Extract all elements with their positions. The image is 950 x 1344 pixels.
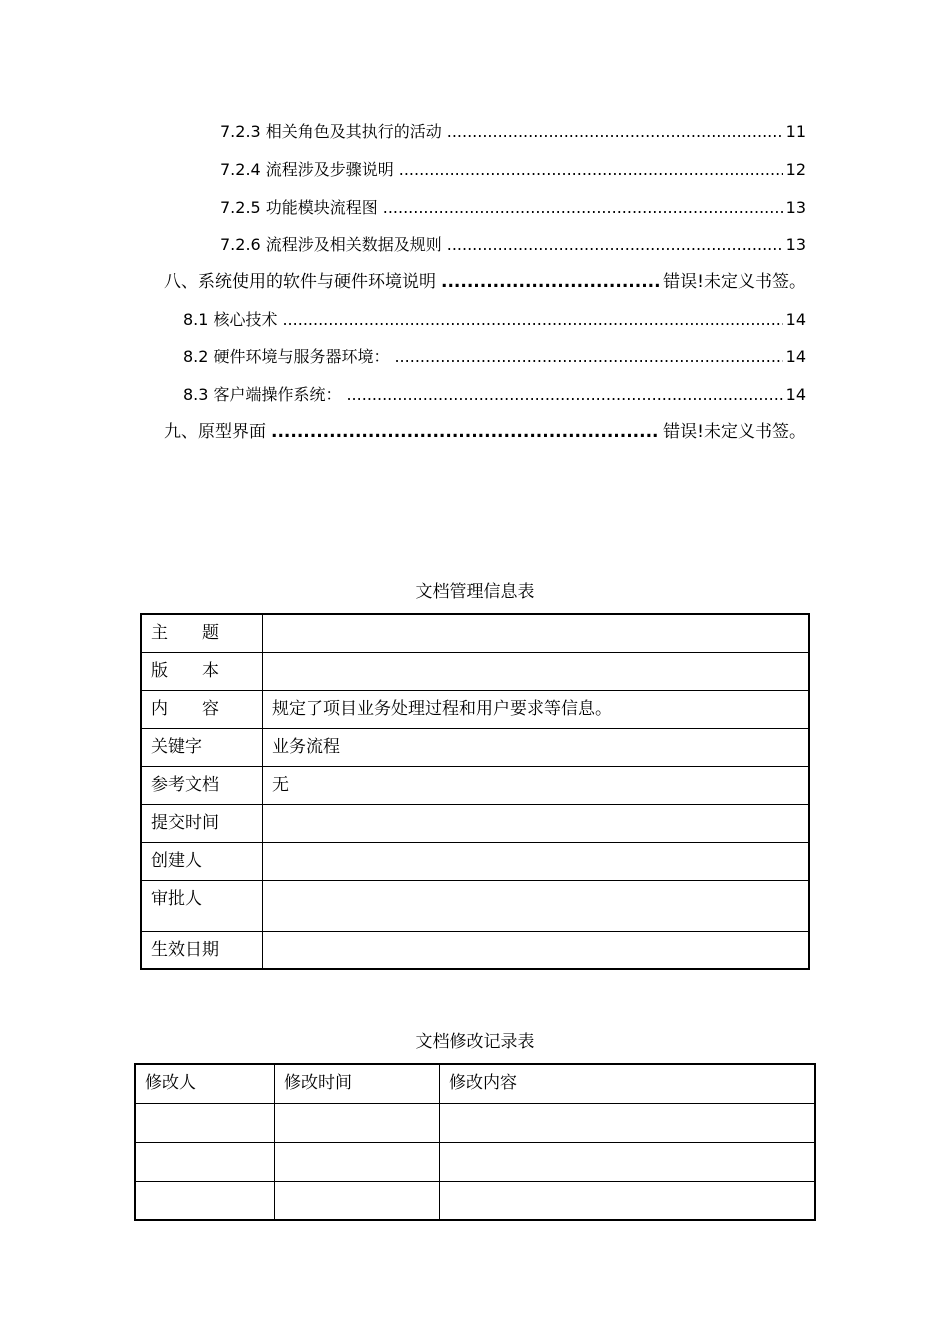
table-cell (440, 1142, 816, 1181)
table-row (141, 880, 809, 931)
table-cell (135, 1103, 275, 1142)
row-label: 主 题 (141, 614, 263, 652)
toc-number: 7.2.5 (220, 198, 261, 217)
table-row (141, 931, 809, 969)
toc-entry-7-2-6[interactable] (220, 233, 806, 257)
table-row (141, 766, 809, 804)
toc-number: 7.2.3 (220, 122, 261, 141)
row-value (263, 804, 810, 842)
toc-leader (383, 196, 783, 220)
row-label: 关键字 (141, 728, 263, 766)
toc-number: 8.2 (183, 347, 209, 366)
toc-page: 11 (785, 122, 806, 141)
row-value (263, 931, 810, 969)
row-value (263, 880, 810, 931)
toc-page: 14 (785, 385, 806, 404)
row-value: 业务流程 (263, 728, 810, 766)
table-cell (440, 1181, 816, 1220)
toc-page: 14 (785, 347, 806, 366)
row-value (263, 614, 810, 652)
table-row (141, 652, 809, 690)
table-row (141, 690, 809, 728)
table-cell (135, 1142, 275, 1181)
toc-leader (399, 158, 783, 182)
row-label: 生效日期 (141, 931, 263, 969)
row-value (263, 652, 810, 690)
table-cell (275, 1142, 440, 1181)
table-cell (440, 1103, 816, 1142)
toc-entry-section-8[interactable] (164, 270, 806, 294)
column-header: 修改人 (135, 1064, 275, 1103)
toc-leader (447, 233, 783, 257)
table-row (141, 842, 809, 880)
toc-entry-8-1[interactable] (183, 308, 806, 332)
toc-title: 相关角色及其执行的活动 (265, 122, 442, 141)
toc-leader (441, 270, 660, 294)
row-label: 参考文档 (141, 766, 263, 804)
info-table-title: 文档管理信息表 (415, 582, 535, 602)
column-header: 修改内容 (440, 1064, 816, 1103)
toc-number: 8.1 (183, 310, 209, 329)
toc-entry-7-2-4[interactable] (220, 158, 806, 182)
toc-leader (271, 420, 660, 444)
toc-title: 客户端操作系统： (213, 385, 342, 404)
table-row (141, 614, 809, 652)
row-label: 提交时间 (141, 804, 263, 842)
toc-leader (394, 345, 782, 369)
toc-page: 错误!未定义书签。 (663, 272, 806, 292)
table-row (141, 804, 809, 842)
row-value (263, 842, 810, 880)
toc-entry-7-2-3[interactable] (220, 120, 806, 144)
toc-entry-section-9[interactable] (164, 420, 806, 444)
toc-title: 核心技术 (213, 310, 278, 329)
toc-title: 流程涉及步骤说明 (265, 160, 394, 179)
table-row (135, 1181, 815, 1220)
row-label: 审批人 (141, 880, 263, 931)
toc-page: 13 (785, 198, 806, 217)
revision-table-title: 文档修改记录表 (415, 1032, 535, 1052)
toc-title: 功能模块流程图 (265, 198, 378, 217)
toc-entry-8-2[interactable] (183, 345, 806, 369)
row-value: 无 (263, 766, 810, 804)
table-cell (275, 1103, 440, 1142)
toc-title: 流程涉及相关数据及规则 (265, 235, 442, 254)
toc-title: 硬件环境与服务器环境： (213, 347, 390, 366)
toc-title: 八、系统使用的软件与硬件环境说明 (164, 272, 436, 292)
toc-title: 九、原型界面 (164, 422, 266, 442)
row-value: 规定了项目业务处理过程和用户要求等信息。 (263, 690, 810, 728)
toc-page: 错误!未定义书签。 (663, 422, 806, 442)
toc-number: 8.3 (183, 385, 209, 404)
column-header: 修改时间 (275, 1064, 440, 1103)
table-cell (275, 1181, 440, 1220)
toc-entry-8-3[interactable] (183, 383, 806, 407)
toc-page: 12 (785, 160, 806, 179)
row-label: 创建人 (141, 842, 263, 880)
revision-history-table (134, 1063, 816, 1221)
toc-leader (282, 308, 782, 332)
toc-entry-7-2-5[interactable] (220, 196, 806, 220)
document-info-table (140, 613, 810, 970)
table-cell (135, 1181, 275, 1220)
row-label: 内 容 (141, 690, 263, 728)
toc-number: 7.2.6 (220, 235, 261, 254)
toc-number: 7.2.4 (220, 160, 261, 179)
table-row (141, 728, 809, 766)
toc-leader (346, 383, 782, 407)
toc-page: 14 (785, 310, 806, 329)
table-header-row (135, 1064, 815, 1103)
toc-page: 13 (785, 235, 806, 254)
table-row (135, 1142, 815, 1181)
row-label: 版 本 (141, 652, 263, 690)
table-row (135, 1103, 815, 1142)
toc-leader (447, 120, 783, 144)
